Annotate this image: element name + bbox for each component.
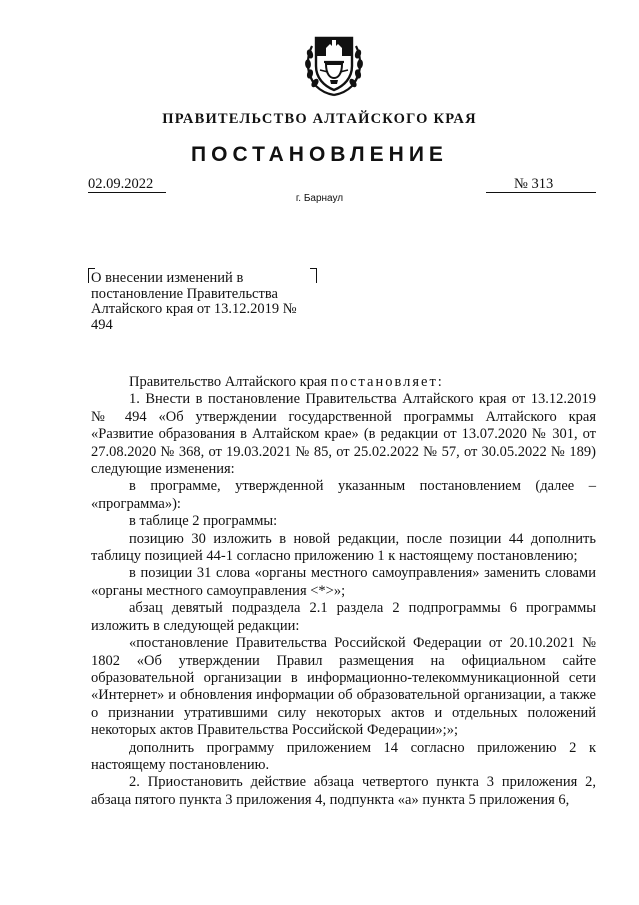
body-paragraph: 2. Приостановить действие абзаца четвертого пункта 3 приложения 2, абзаца пятого пункта 3 приложения 4, подпункта «а» пункта 5 приложения 6, <box>91 774 596 808</box>
intro-prefix: Правительство Алтайского края <box>129 374 331 390</box>
subject-bracket-right <box>310 268 317 283</box>
body-paragraph: дополнить программу приложением 14 согласно приложению 2 к настоящему постановлению. <box>91 739 596 773</box>
body-paragraph: 1. Внести в постановление Правительства Алтайского края от 13.12.2019 № 494 «Об утверждении государственной программы Алтайского края «Развитие образования в Алтайском крае» (в редакции от 13.07.2020 № 301, от 27.08.2020 № 368, от 19.03.2021 № 85, от 25.02.2022 № 57, от 30.05.2022 № 189) следующие изменения: <box>91 391 596 478</box>
coat-of-arms-emblem <box>302 28 366 98</box>
document-body <box>91 374 596 809</box>
body-paragraph: «постановление Правительства Российской Федерации от 20.10.2021 № 1802 «Об утверждении Правил размещения на официальном сайте образовательной организации в информационно-телекоммуникационной сети «Интернет» и обновления информации об образовательной организации, а также о признании утратившими силу некоторых актов и отдельных положений некоторых актов Правительства Российской Федерации»;»; <box>91 635 596 739</box>
government-name: ПРАВИТЕЛЬСТВО АЛТАЙСКОГО КРАЯ <box>162 111 477 127</box>
intro-paragraph <box>91 374 596 391</box>
document-number: № 313 <box>486 176 596 193</box>
body-paragraph: позицию 30 изложить в новой редакции, после позиции 44 дополнить таблицу позицией 44-1 согласно приложению 1 к настоящему постановлению; <box>91 530 596 565</box>
document-type: ПОСТАНОВЛЕНИЕ <box>191 143 448 166</box>
document-subject: О внесении изменений в постановление Правительства Алтайского края от 13.12.2019 № 494 <box>91 270 297 333</box>
body-paragraph: в программе, утвержденной указанным постановлением (далее – «программа»): <box>91 478 596 512</box>
intro-verb: постановляет: <box>330 374 444 390</box>
body-paragraph: абзац девятый подраздела 2.1 раздела 2 подпрограммы 6 программы изложить в следующей редакции: <box>91 600 596 634</box>
issue-city: г. Барнаул <box>295 193 344 204</box>
document-date: 02.09.2022 <box>88 176 166 193</box>
body-paragraph: в таблице 2 программы: <box>129 513 278 530</box>
body-paragraph: в позиции 31 слова «органы местного самоуправления» заменить словами «органы местного самоуправления <*>»; <box>91 565 596 599</box>
